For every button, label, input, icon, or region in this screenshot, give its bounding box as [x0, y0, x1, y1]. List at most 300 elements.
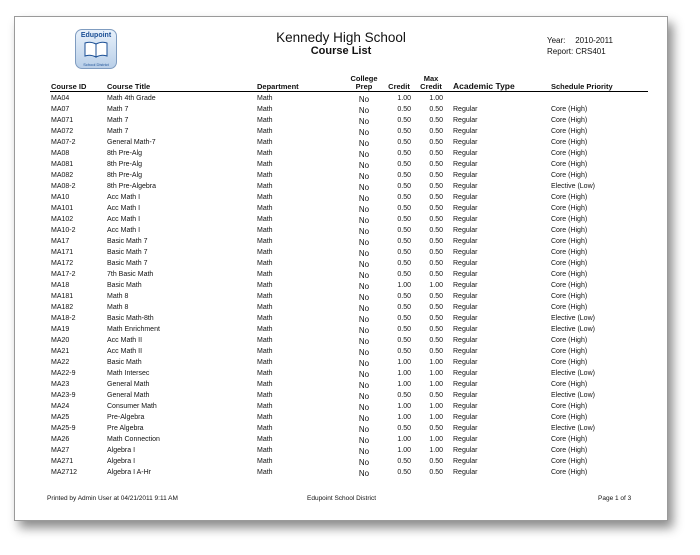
course-title-cell: Acc Math I [107, 205, 141, 212]
schedule-priority-cell: Core (High) [551, 436, 588, 443]
logo-subtext: School District [83, 62, 109, 67]
credit-cell: 0.50 [397, 106, 411, 113]
credit-cell: 0.50 [397, 194, 411, 201]
schedule-priority-cell: Core (High) [551, 447, 588, 454]
table-row [15, 304, 667, 315]
credit-cell: 0.50 [397, 392, 411, 399]
credit-cell: 1.00 [397, 370, 411, 377]
department-cell: Math [257, 469, 273, 476]
course-id-cell: MA22 [51, 359, 70, 366]
course-title-cell: Math Enrichment [107, 326, 160, 333]
max-credit-cell: 1.00 [429, 370, 443, 377]
academic-type-cell: Regular [453, 304, 478, 311]
department-cell: Math [257, 194, 273, 201]
schedule-priority-cell: Core (High) [551, 249, 588, 256]
table-row [15, 370, 667, 381]
course-title-cell: Basic Math [107, 282, 142, 289]
course-title-cell: Math 8 [107, 304, 129, 311]
department-cell: Math [257, 128, 273, 135]
college-prep-cell: No [358, 227, 370, 236]
course-title-cell: Math 8 [107, 293, 129, 300]
schedule-priority-cell: Core (High) [551, 469, 588, 476]
schedule-priority-cell: Core (High) [551, 227, 588, 234]
table-row [15, 392, 667, 403]
credit-cell: 0.50 [397, 271, 411, 278]
department-cell: Math [257, 359, 273, 366]
course-id-cell: MA081 [51, 161, 74, 168]
academic-type-cell: Regular [453, 238, 478, 245]
report-value: CRS401 [575, 47, 606, 56]
college-prep-cell: No [358, 205, 370, 214]
table-row [15, 117, 667, 128]
report-label: Report: [547, 47, 574, 56]
college-prep-cell: No [358, 172, 370, 181]
col-header-college-prep [343, 75, 385, 91]
course-id-cell: MA08-2 [51, 183, 76, 190]
schedule-priority-cell: Core (High) [551, 260, 588, 267]
course-id-cell: MA18-2 [51, 315, 76, 322]
credit-cell: 0.50 [397, 458, 411, 465]
credit-cell: 0.50 [397, 128, 411, 135]
college-prep-cell: No [358, 326, 370, 335]
schedule-priority-cell: Core (High) [551, 414, 588, 421]
col-header-course-title: Course Title [107, 82, 151, 91]
schedule-priority-cell: Elective (Low) [551, 315, 595, 322]
course-id-cell: MA271 [51, 458, 74, 465]
course-title-cell: Basic Math 7 [107, 238, 148, 245]
table-row [15, 150, 667, 161]
credit-cell: 0.50 [397, 469, 411, 476]
academic-type-cell: Regular [453, 403, 478, 410]
course-id-cell: MA20 [51, 337, 70, 344]
course-id-cell: MA23 [51, 381, 70, 388]
course-id-cell: MA19 [51, 326, 70, 333]
department-cell: Math [257, 403, 273, 410]
department-cell: Math [257, 260, 273, 267]
college-prep-cell: No [358, 359, 370, 368]
college-prep-cell: No [358, 117, 370, 126]
course-id-cell: MA10-2 [51, 227, 76, 234]
college-prep-cell: No [358, 128, 370, 137]
academic-type-cell: Regular [453, 117, 478, 124]
schedule-priority-cell: Core (High) [551, 359, 588, 366]
department-cell: Math [257, 447, 273, 454]
schedule-priority-cell: Elective (Low) [551, 392, 595, 399]
credit-cell: 0.50 [397, 139, 411, 146]
table-row [15, 425, 667, 436]
col-header-college-prep-line2: Prep [355, 82, 373, 91]
academic-type-cell: Regular [453, 414, 478, 421]
course-id-cell: MA171 [51, 249, 74, 256]
department-cell: Math [257, 337, 273, 344]
academic-type-cell: Regular [453, 150, 478, 157]
schedule-priority-cell: Core (High) [551, 128, 588, 135]
max-credit-cell: 0.50 [429, 216, 443, 223]
course-id-cell: MA2712 [51, 469, 78, 476]
credit-cell: 0.50 [397, 117, 411, 124]
course-title-cell: Consumer Math [107, 403, 157, 410]
academic-type-cell: Regular [453, 458, 478, 465]
college-prep-cell: No [358, 469, 370, 478]
department-cell: Math [257, 183, 273, 190]
department-cell: Math [257, 95, 273, 102]
table-row [15, 469, 667, 480]
schedule-priority-cell: Core (High) [551, 403, 588, 410]
course-title-cell: Acc Math I [107, 216, 141, 223]
academic-type-cell: Regular [453, 282, 478, 289]
college-prep-cell: No [358, 139, 370, 148]
department-cell: Math [257, 348, 273, 355]
college-prep-cell: No [358, 106, 370, 115]
course-title-cell: Acc Math I [107, 227, 141, 234]
credit-cell: 0.50 [397, 227, 411, 234]
credit-cell: 1.00 [397, 403, 411, 410]
schedule-priority-cell: Elective (Low) [551, 183, 595, 190]
course-id-cell: MA071 [51, 117, 74, 124]
course-id-cell: MA25-9 [51, 425, 76, 432]
course-title-cell: Math 7 [107, 128, 129, 135]
credit-cell: 0.50 [397, 205, 411, 212]
col-header-academic-type: Academic Type [453, 81, 515, 91]
academic-type-cell: Regular [453, 293, 478, 300]
credit-cell: 0.50 [397, 249, 411, 256]
max-credit-cell: 0.50 [429, 194, 443, 201]
table-row [15, 271, 667, 282]
table-row [15, 128, 667, 139]
college-prep-cell: No [358, 414, 370, 423]
max-credit-cell: 0.50 [429, 227, 443, 234]
max-credit-cell: 0.50 [429, 117, 443, 124]
schedule-priority-cell: Core (High) [551, 293, 588, 300]
college-prep-cell: No [358, 150, 370, 159]
table-row [15, 348, 667, 359]
max-credit-cell: 0.50 [429, 271, 443, 278]
col-header-course-id: Course ID [51, 82, 87, 91]
credit-cell: 0.50 [397, 348, 411, 355]
credit-cell: 1.00 [397, 414, 411, 421]
table-row [15, 161, 667, 172]
department-cell: Math [257, 150, 273, 157]
max-credit-cell: 0.50 [429, 315, 443, 322]
college-prep-cell: No [358, 194, 370, 203]
department-cell: Math [257, 458, 273, 465]
department-cell: Math [257, 216, 273, 223]
col-header-credit: Credit [388, 82, 410, 91]
department-cell: Math [257, 370, 273, 377]
col-header-max-credit-line1: Max [423, 74, 439, 83]
college-prep-cell: No [358, 238, 370, 247]
course-id-cell: MA172 [51, 260, 74, 267]
logo-text: Edupoint [80, 32, 112, 39]
report-title: Course List [310, 45, 372, 57]
department-cell: Math [257, 139, 273, 146]
max-credit-cell: 0.50 [429, 249, 443, 256]
max-credit-cell: 1.00 [429, 359, 443, 366]
max-credit-cell: 1.00 [429, 95, 443, 102]
max-credit-cell: 0.50 [429, 326, 443, 333]
schedule-priority-cell: Core (High) [551, 139, 588, 146]
department-cell: Math [257, 117, 273, 124]
schedule-priority-cell: Core (High) [551, 271, 588, 278]
course-title-cell: Math 7 [107, 106, 129, 113]
course-title-cell: 8th Pre-Alg [107, 150, 143, 157]
academic-type-cell: Regular [453, 436, 478, 443]
table-row [15, 403, 667, 414]
table-row [15, 282, 667, 293]
max-credit-cell: 0.50 [429, 337, 443, 344]
academic-type-cell: Regular [453, 227, 478, 234]
course-id-cell: MA23-9 [51, 392, 76, 399]
credit-cell: 0.50 [397, 260, 411, 267]
course-title-cell: Algebra I [107, 458, 136, 465]
schedule-priority-cell: Core (High) [551, 205, 588, 212]
college-prep-cell: No [358, 282, 370, 291]
credit-cell: 1.00 [397, 359, 411, 366]
course-title-cell: 8th Pre-Alg [107, 161, 143, 168]
max-credit-cell: 0.50 [429, 106, 443, 113]
department-cell: Math [257, 392, 273, 399]
college-prep-cell: No [358, 304, 370, 313]
credit-cell: 0.50 [397, 293, 411, 300]
max-credit-cell: 0.50 [429, 161, 443, 168]
schedule-priority-cell: Core (High) [551, 304, 588, 311]
schedule-priority-cell: Core (High) [551, 238, 588, 245]
table-row [15, 293, 667, 304]
course-title-cell: Basic Math 7 [107, 260, 148, 267]
col-header-department: Department [257, 82, 299, 91]
college-prep-cell: No [358, 436, 370, 445]
course-title-cell: Acc Math II [107, 337, 143, 344]
department-cell: Math [257, 249, 273, 256]
course-id-cell: MA08 [51, 150, 70, 157]
credit-cell: 0.50 [397, 216, 411, 223]
table-row [15, 249, 667, 260]
college-prep-cell: No [358, 425, 370, 434]
report-line [547, 47, 606, 56]
table-row [15, 95, 667, 106]
college-prep-cell: No [358, 447, 370, 456]
course-title-cell: Acc Math I [107, 194, 141, 201]
academic-type-cell: Regular [453, 447, 478, 454]
table-row [15, 227, 667, 238]
college-prep-cell: No [358, 293, 370, 302]
schedule-priority-cell: Core (High) [551, 150, 588, 157]
schedule-priority-cell: Core (High) [551, 337, 588, 344]
academic-type-cell: Regular [453, 337, 478, 344]
year-value: 2010-2011 [575, 36, 613, 45]
schedule-priority-cell: Core (High) [551, 194, 588, 201]
report-page [14, 16, 668, 521]
table-row [15, 337, 667, 348]
course-title-cell: Math Intersec [107, 370, 150, 377]
schedule-priority-cell: Core (High) [551, 161, 588, 168]
credit-cell: 0.50 [397, 315, 411, 322]
table-row [15, 139, 667, 150]
department-cell: Math [257, 282, 273, 289]
college-prep-cell: No [358, 271, 370, 280]
course-title-cell: General Math [107, 381, 150, 388]
course-id-cell: MA24 [51, 403, 70, 410]
max-credit-cell: 0.50 [429, 172, 443, 179]
academic-type-cell: Regular [453, 139, 478, 146]
college-prep-cell: No [358, 161, 370, 170]
credit-cell: 1.00 [397, 436, 411, 443]
footer-page-number: Page 1 of 3 [598, 495, 632, 502]
header-divider [50, 91, 648, 92]
schedule-priority-cell: Elective (Low) [551, 326, 595, 333]
max-credit-cell: 0.50 [429, 425, 443, 432]
college-prep-cell: No [358, 370, 370, 379]
academic-type-cell: Regular [453, 205, 478, 212]
college-prep-cell: No [358, 381, 370, 390]
department-cell: Math [257, 315, 273, 322]
academic-type-cell: Regular [453, 315, 478, 322]
course-title-cell: General Math [107, 392, 150, 399]
course-id-cell: MA04 [51, 95, 70, 102]
course-id-cell: MA082 [51, 172, 74, 179]
academic-type-cell: Regular [453, 172, 478, 179]
department-cell: Math [257, 106, 273, 113]
col-header-max-credit-line2: Credit [420, 82, 442, 91]
table-row [15, 194, 667, 205]
school-name: Kennedy High School [276, 30, 406, 45]
department-cell: Math [257, 205, 273, 212]
schedule-priority-cell: Core (High) [551, 106, 588, 113]
course-id-cell: MA17 [51, 238, 70, 245]
academic-type-cell: Regular [453, 161, 478, 168]
college-prep-cell: No [358, 216, 370, 225]
academic-type-cell: Regular [453, 370, 478, 377]
college-prep-cell: No [358, 260, 370, 269]
max-credit-cell: 0.50 [429, 139, 443, 146]
max-credit-cell: 0.50 [429, 260, 443, 267]
academic-type-cell: Regular [453, 392, 478, 399]
course-title-cell: Algebra I A-Hr [107, 469, 151, 476]
table-row [15, 106, 667, 117]
academic-type-cell: Regular [453, 381, 478, 388]
max-credit-cell: 0.50 [429, 458, 443, 465]
course-id-cell: MA182 [51, 304, 74, 311]
department-cell: Math [257, 161, 273, 168]
table-row [15, 216, 667, 227]
year-label: Year: [547, 36, 566, 45]
college-prep-cell: No [358, 348, 370, 357]
table-row [15, 326, 667, 337]
course-id-cell: MA18 [51, 282, 70, 289]
course-title-cell: Basic Math [107, 359, 142, 366]
table-row [15, 359, 667, 370]
max-credit-cell: 0.50 [429, 348, 443, 355]
credit-cell: 1.00 [397, 447, 411, 454]
academic-type-cell: Regular [453, 359, 478, 366]
table-row [15, 436, 667, 447]
academic-type-cell: Regular [453, 326, 478, 333]
department-cell: Math [257, 326, 273, 333]
schedule-priority-cell: Core (High) [551, 381, 588, 388]
credit-cell: 0.50 [397, 326, 411, 333]
course-id-cell: MA27 [51, 447, 70, 454]
academic-type-cell: Regular [453, 271, 478, 278]
department-cell: Math [257, 293, 273, 300]
academic-type-cell: Regular [453, 249, 478, 256]
course-title-cell: Algebra I [107, 447, 136, 454]
academic-type-cell: Regular [453, 260, 478, 267]
college-prep-cell: No [358, 337, 370, 346]
max-credit-cell: 0.50 [429, 183, 443, 190]
max-credit-cell: 0.50 [429, 304, 443, 311]
max-credit-cell: 1.00 [429, 403, 443, 410]
course-title-cell: 8th Pre-Algebra [107, 183, 157, 190]
max-credit-cell: 0.50 [429, 469, 443, 476]
year-line [547, 36, 613, 45]
col-header-college-prep-line1: College [350, 74, 378, 83]
table-row [15, 183, 667, 194]
table-row [15, 458, 667, 469]
table-row [15, 447, 667, 458]
table-row [15, 238, 667, 249]
col-header-max-credit [417, 75, 445, 91]
course-title-cell: Acc Math II [107, 348, 143, 355]
course-id-cell: MA22-9 [51, 370, 76, 377]
academic-type-cell: Regular [453, 128, 478, 135]
table-row [15, 381, 667, 392]
course-title-cell: Math Connection [107, 436, 160, 443]
schedule-priority-cell: Elective (Low) [551, 425, 595, 432]
max-credit-cell: 1.00 [429, 414, 443, 421]
course-id-cell: MA25 [51, 414, 70, 421]
department-cell: Math [257, 304, 273, 311]
college-prep-cell: No [358, 392, 370, 401]
academic-type-cell: Regular [453, 425, 478, 432]
credit-cell: 0.50 [397, 150, 411, 157]
credit-cell: 0.50 [397, 425, 411, 432]
schedule-priority-cell: Core (High) [551, 117, 588, 124]
credit-cell: 1.00 [397, 282, 411, 289]
schedule-priority-cell: Core (High) [551, 458, 588, 465]
course-title-cell: Math 7 [107, 117, 129, 124]
department-cell: Math [257, 271, 273, 278]
credit-cell: 0.50 [397, 183, 411, 190]
college-prep-cell: No [358, 95, 370, 104]
department-cell: Math [257, 414, 273, 421]
max-credit-cell: 1.00 [429, 447, 443, 454]
max-credit-cell: 0.50 [429, 150, 443, 157]
course-id-cell: MA181 [51, 293, 74, 300]
course-title-cell: General Math-7 [107, 139, 156, 146]
schedule-priority-cell: Elective (Low) [551, 370, 595, 377]
col-header-schedule-priority: Schedule Priority [551, 82, 613, 91]
course-id-cell: MA102 [51, 216, 74, 223]
credit-cell: 0.50 [397, 172, 411, 179]
credit-cell: 0.50 [397, 238, 411, 245]
course-title-cell: 8th Pre-Alg [107, 172, 143, 179]
course-title-cell: Pre-Algebra [107, 414, 145, 421]
credit-cell: 1.00 [397, 95, 411, 102]
college-prep-cell: No [358, 403, 370, 412]
schedule-priority-cell: Core (High) [551, 348, 588, 355]
max-credit-cell: 0.50 [429, 392, 443, 399]
course-id-cell: MA26 [51, 436, 70, 443]
college-prep-cell: No [358, 249, 370, 258]
max-credit-cell: 1.00 [429, 436, 443, 443]
department-cell: Math [257, 172, 273, 179]
max-credit-cell: 0.50 [429, 293, 443, 300]
course-id-cell: MA10 [51, 194, 70, 201]
schedule-priority-cell: Core (High) [551, 216, 588, 223]
department-cell: Math [257, 436, 273, 443]
course-title-cell: Pre Algebra [107, 425, 144, 432]
academic-type-cell: Regular [453, 183, 478, 190]
